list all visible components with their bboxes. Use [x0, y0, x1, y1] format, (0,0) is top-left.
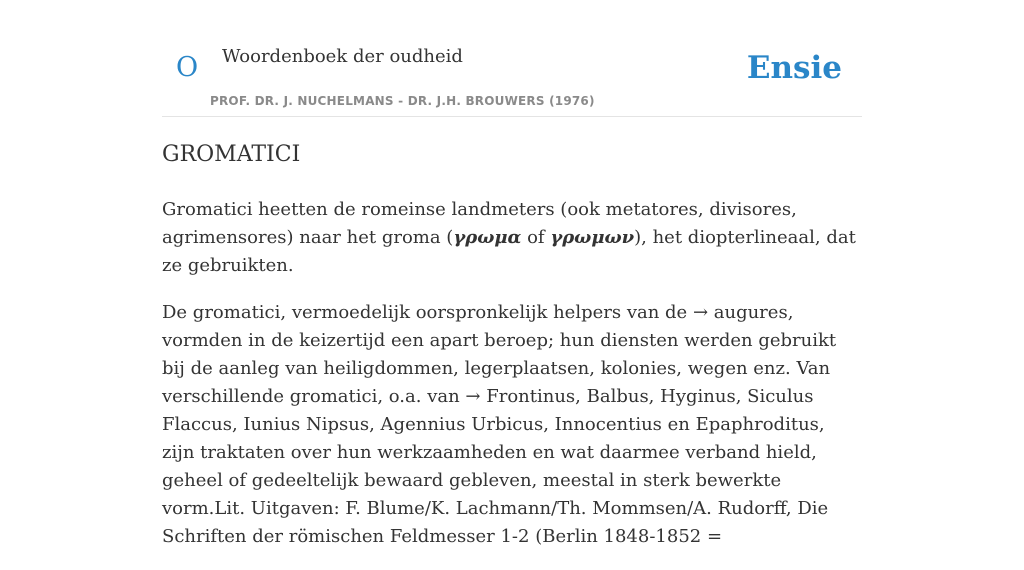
entry-title: GROMATICI: [162, 142, 301, 167]
paragraph-text: De gromatici, vermoedelijk oorspronkelijk helpers van de: [162, 302, 693, 323]
xref-link-frontinus[interactable]: → Frontinus: [465, 386, 576, 407]
paragraph-text: , vormden in de keizertijd een apart beroep; hun diensten werden gebruikt bij de aanleg van heiligdommen, legerplaatsen, kolonies, wegen enz. Van verschillende gromatici, o.a. van: [162, 302, 837, 407]
greek-term-groma: γρωμα: [453, 227, 522, 248]
entry-content: [162, 138, 862, 570]
greek-term-gromon: γρωμων: [550, 227, 635, 248]
book-title[interactable]: Woordenboek der oudheid: [222, 46, 463, 67]
entry-paragraph-2: [162, 299, 862, 551]
entry-paragraph-1: [162, 196, 862, 280]
paragraph-text: , Balbus, Hyginus, Siculus Flaccus, Iunius Nipsus, Agennius Urbicus, Innocentius en Epaphroditus, zijn traktaten over hun werkzaamheden en wat daarmee verband hield, geheel of gedeeltelijk bewaard gebleven, meestal in sterk bewerkte vorm.Lit. Uitgaven: F. Blume/K. Lachmann/Th. Mommsen/A. Rudorff, Die Schriften der römischen Feldmesser 1-2 (Berlin 1848-1852 =: [162, 386, 829, 547]
paragraph-text: of: [521, 227, 551, 248]
paragraph-text: Gromatici heetten de romeinse landmeters (ook metatores, divisores, agrimensores) naar het groma (: [162, 199, 797, 248]
paragraph-text: ), het diopterlineaal, dat ze gebruikten.: [162, 227, 856, 276]
page-header: [162, 0, 862, 117]
book-authors: PROF. DR. J. NUCHELMANS - DR. J.H. BROUWERS (1976): [210, 94, 595, 108]
ensie-logo[interactable]: Ensie: [746, 50, 842, 86]
xref-link-augures[interactable]: → augures: [692, 302, 788, 323]
letter-index[interactable]: O: [176, 52, 199, 83]
